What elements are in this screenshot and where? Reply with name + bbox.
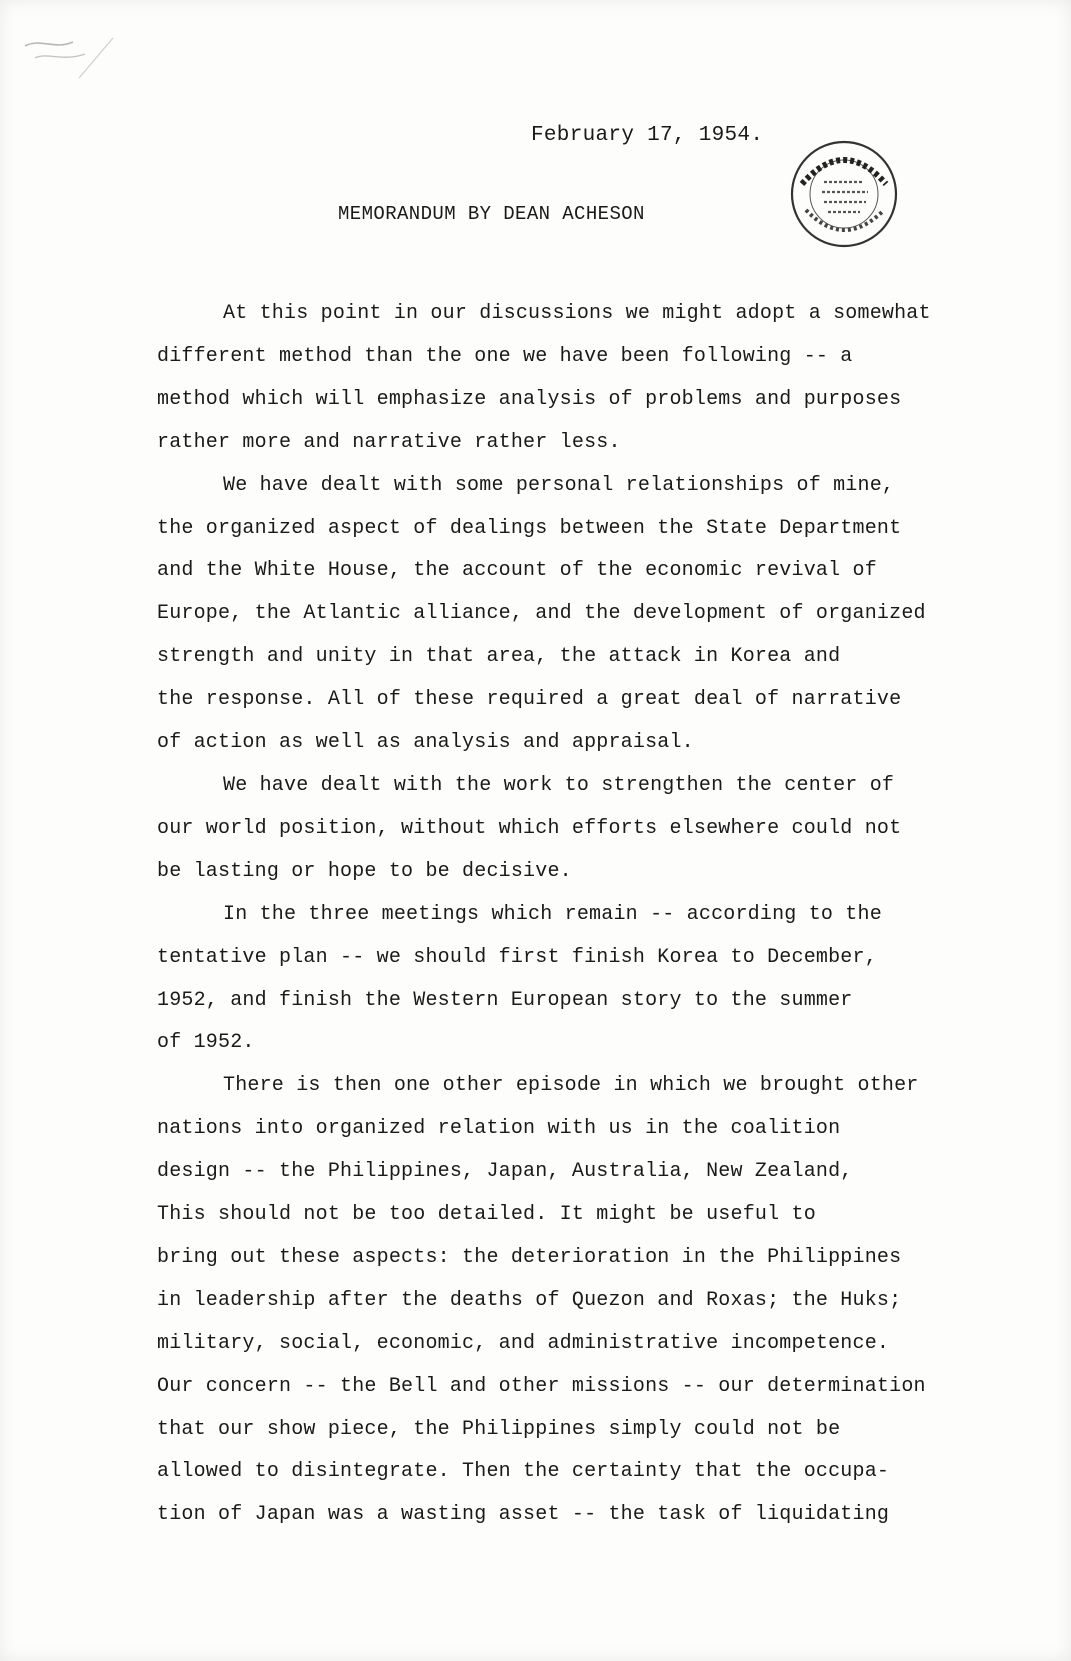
text-line: Europe, the Atlantic alliance, and the development of organized [157,602,926,626]
text-line: We have dealt with the work to strengthen the center of [223,773,895,797]
paragraph-1 [157,293,977,465]
memo-title: MEMORANDUM BY DEAN ACHESON [338,203,645,225]
text-line: that our show piece, the Philippines simply could not be [157,1417,841,1441]
text-line: our world position, without which efforts elsewhere could not [157,816,902,840]
text-line: of action as well as analysis and appraisal. [157,731,694,755]
paragraph-2 [157,465,977,765]
memo-body [157,293,977,1537]
text-line: strength and unity in that area, the attack in Korea and [157,645,841,669]
text-line: and the White House, the account of the economic revival of [157,559,877,583]
text-line: bring out these aspects: the deterioration in the Philippines [157,1245,902,1269]
text-line: allowed to disintegrate. Then the certainty that the occupa- [157,1460,890,1484]
paragraph-3 [157,765,977,894]
text-line: nations into organized relation with us in the coalition [157,1117,841,1141]
text-line: This should not be too detailed. It might be useful to [157,1203,816,1227]
text-line: design -- the Philippines, Japan, Australia, New Zealand, [157,1160,853,1184]
paragraph-5 [157,1065,977,1537]
text-line: method which will emphasize analysis of problems and purposes [157,387,902,411]
text-line: There is then one other episode in which we brought other [223,1074,919,1098]
text-line: 1952, and finish the Western European story to the summer [157,988,853,1012]
text-line: of 1952. [157,1031,255,1055]
archive-stamp-icon [788,138,900,250]
text-line: in leadership after the deaths of Quezon and Roxas; the Huks; [157,1288,902,1312]
text-line: rather more and narrative rather less. [157,430,621,454]
text-line: the response. All of these required a great deal of narrative [157,688,902,712]
text-line: In the three meetings which remain -- according to the [223,902,882,926]
text-line: the organized aspect of dealings between the State Department [157,516,902,540]
text-line: tentative plan -- we should first finish Korea to December, [157,945,877,969]
text-line: different method than the one we have been following -- a [157,344,853,368]
handwritten-mark-icon [15,28,125,88]
memo-date: February 17, 1954. [531,124,764,147]
text-line: Our concern -- the Bell and other missions -- our determination [157,1374,926,1398]
text-line: be lasting or hope to be decisive. [157,859,572,883]
text-line: At this point in our discussions we might adopt a somewhat [223,302,931,325]
text-line: tion of Japan was a wasting asset -- the task of liquidating [157,1503,890,1527]
text-line: We have dealt with some personal relationships of mine, [223,473,895,497]
paragraph-4 [157,894,977,1066]
text-line: military, social, economic, and administrative incompetence. [157,1331,890,1355]
